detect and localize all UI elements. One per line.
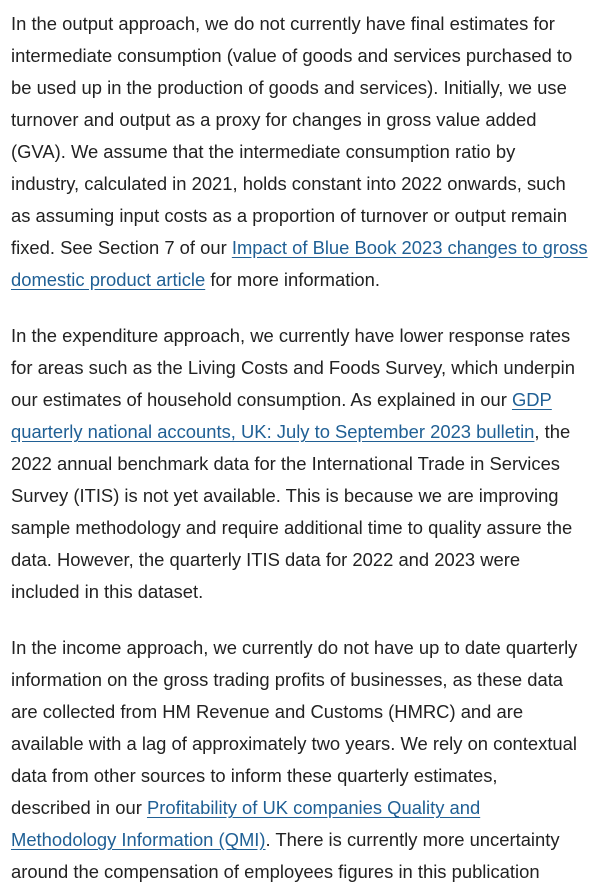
text-line xyxy=(11,352,608,384)
text-line xyxy=(11,448,608,480)
text-line xyxy=(11,40,608,72)
body-text: fixed. See Section 7 of our xyxy=(11,237,232,258)
body-text: as assuming input costs as a proportion of turnover or output remain xyxy=(11,205,568,226)
text-line xyxy=(11,760,608,792)
text-line xyxy=(11,664,608,696)
text-line xyxy=(11,320,608,352)
body-text: (GVA). We assume that the intermediate consumption ratio by xyxy=(11,141,516,162)
article-link[interactable]: Profitability of UK companies Quality and xyxy=(146,797,481,818)
text-line xyxy=(11,232,608,264)
text-line xyxy=(11,544,608,576)
text-line xyxy=(11,104,608,136)
body-text: Survey (ITIS) is not yet available. This is because we are improving xyxy=(11,485,559,506)
text-line xyxy=(11,696,608,728)
body-text: In the expenditure approach, we currently have lower response rates xyxy=(11,325,571,346)
article-link[interactable]: Impact of Blue Book 2023 changes to gross xyxy=(231,237,588,258)
body-text: available with a lag of approximately two years. We rely on contextual xyxy=(11,733,577,754)
text-line xyxy=(11,856,608,888)
body-text: information on the gross trading profits of businesses, as these data xyxy=(11,669,564,690)
body-text: be used up in the production of goods and services). Initially, we use xyxy=(11,77,567,98)
body-text: sample methodology and require additional time to quality assure the xyxy=(11,517,573,538)
paragraph xyxy=(11,320,608,608)
text-line xyxy=(11,384,608,416)
body-text: . There is currently more uncertainty xyxy=(265,829,560,850)
paragraph xyxy=(11,632,608,888)
text-line xyxy=(11,72,608,104)
body-text: turnover and output as a proxy for changes in gross value added xyxy=(11,109,537,130)
body-text: for areas such as the Living Costs and Foods Survey, which underpin xyxy=(11,357,575,378)
text-line xyxy=(11,136,608,168)
body-text: In the income approach, we currently do not have up to date quarterly xyxy=(11,637,578,658)
article-link[interactable]: GDP xyxy=(511,389,552,410)
body-text: In the output approach, we do not currently have final estimates for xyxy=(11,13,555,34)
article-link[interactable]: domestic product article xyxy=(11,269,206,290)
text-line xyxy=(11,264,608,296)
body-text: are collected from HM Revenue and Customs (HMRC) and are xyxy=(11,701,524,722)
body-text: our estimates of household consumption. As explained in our xyxy=(11,389,512,410)
paragraph xyxy=(11,8,608,296)
article-link[interactable]: Methodology Information (QMI) xyxy=(11,829,266,850)
text-line xyxy=(11,824,608,856)
body-text: , the xyxy=(534,421,571,442)
body-text: data from other sources to inform these quarterly estimates, xyxy=(11,765,498,786)
body-text: industry, calculated in 2021, holds constant into 2022 onwards, such xyxy=(11,173,566,194)
body-text: data. However, the quarterly ITIS data for 2022 and 2023 were xyxy=(11,549,521,570)
text-line xyxy=(11,416,608,448)
body-text: around the compensation of employees figures in this publication xyxy=(11,861,540,882)
article-link[interactable]: quarterly national accounts, UK: July to September 2023 bulletin xyxy=(11,421,535,442)
text-line xyxy=(11,576,608,608)
body-text: included in this dataset. xyxy=(11,581,204,602)
text-line xyxy=(11,200,608,232)
text-line xyxy=(11,632,608,664)
body-text: described in our xyxy=(11,797,147,818)
text-line xyxy=(11,168,608,200)
body-text: for more information. xyxy=(205,269,380,290)
text-line xyxy=(11,728,608,760)
text-line xyxy=(11,512,608,544)
text-line xyxy=(11,792,608,824)
text-line xyxy=(11,480,608,512)
text-line xyxy=(11,8,608,40)
body-text: 2022 annual benchmark data for the International Trade in Services xyxy=(11,453,560,474)
body-text: intermediate consumption (value of goods and services purchased to xyxy=(11,45,573,66)
